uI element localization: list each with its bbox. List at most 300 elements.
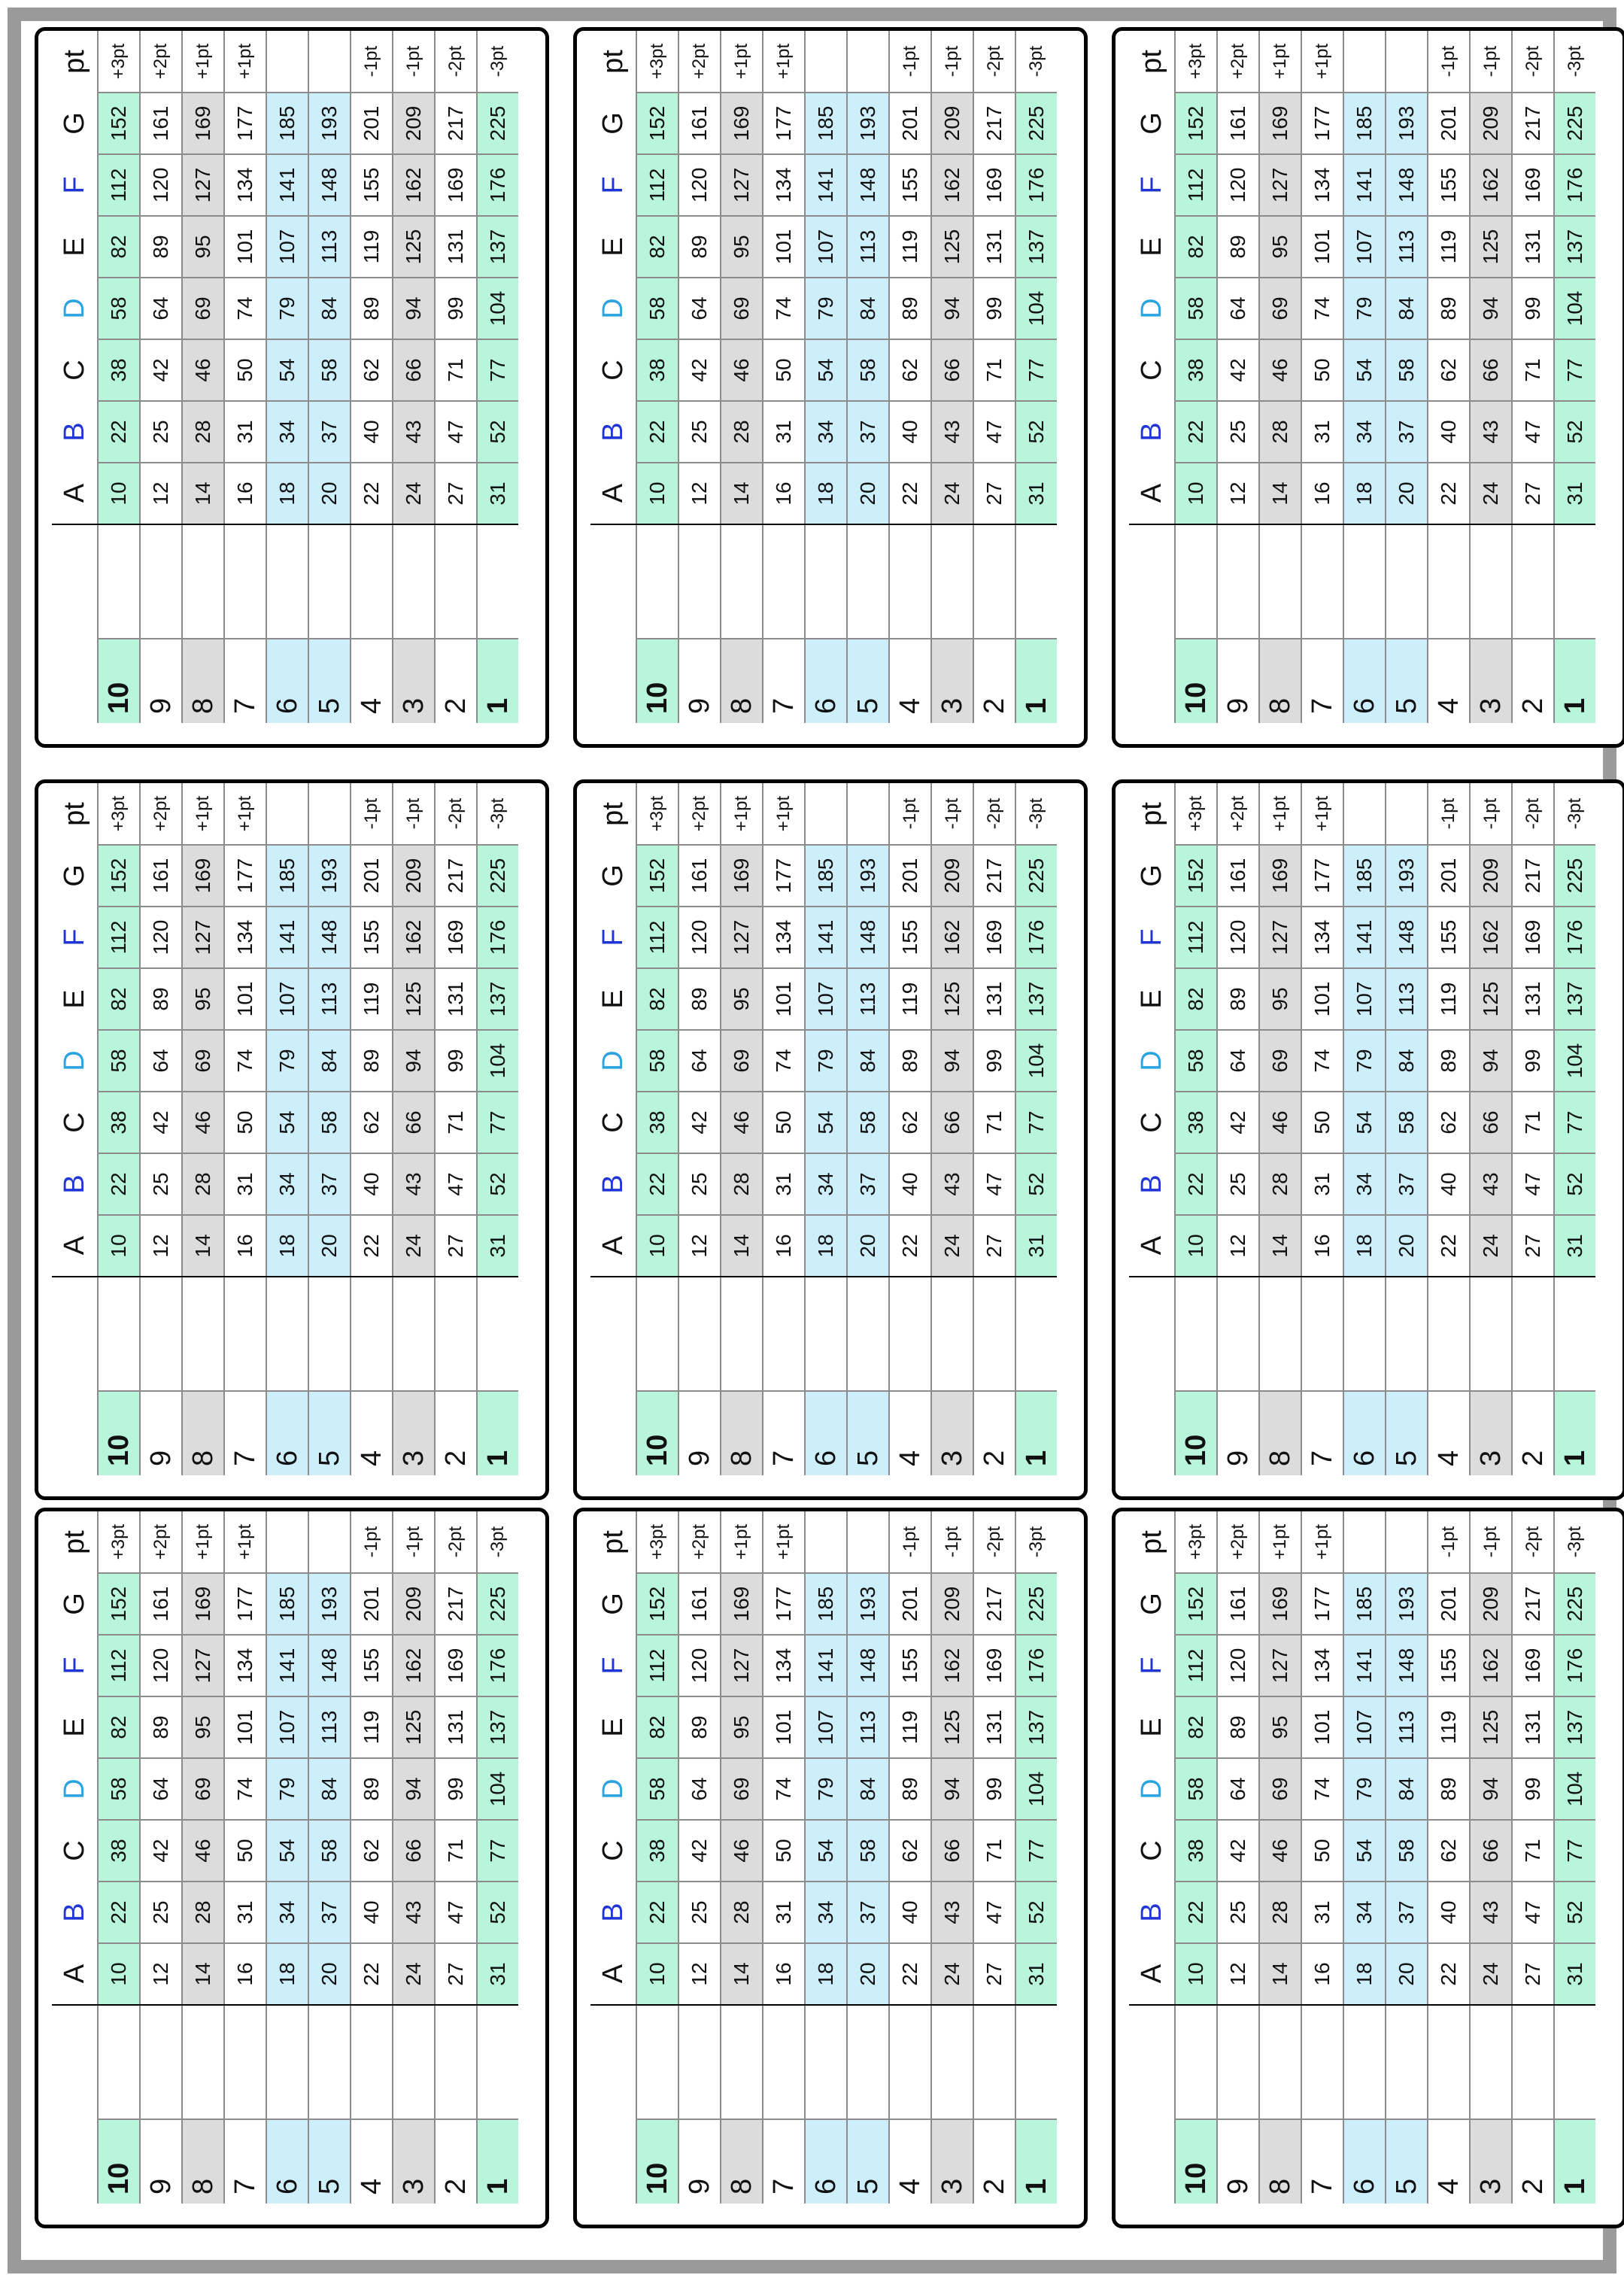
write-in-cell bbox=[721, 2005, 763, 2119]
header-letter: F bbox=[1135, 1657, 1167, 1675]
threshold-value: 10 bbox=[1175, 1215, 1217, 1277]
threshold-value: 47 bbox=[435, 1882, 477, 1943]
threshold-value: 14 bbox=[182, 463, 224, 524]
point-adjustment: -1pt bbox=[393, 783, 435, 845]
threshold-value: 217 bbox=[973, 93, 1015, 154]
threshold-value: 62 bbox=[1428, 339, 1470, 401]
point-adjustment: -3pt bbox=[1015, 31, 1057, 93]
threshold-value: 38 bbox=[98, 339, 140, 401]
threshold-value: 40 bbox=[1428, 1882, 1470, 1943]
header-letter: F bbox=[596, 1657, 629, 1675]
threshold-value: 101 bbox=[1301, 968, 1343, 1030]
threshold-value: 31 bbox=[1554, 463, 1595, 524]
threshold-value: 31 bbox=[224, 401, 266, 463]
threshold-value: 89 bbox=[889, 278, 931, 339]
threshold-value: 193 bbox=[1386, 1573, 1428, 1635]
threshold-value: 127 bbox=[721, 907, 763, 968]
write-in-cell bbox=[1175, 524, 1217, 639]
write-in-cell bbox=[847, 2005, 889, 2119]
level-row bbox=[1301, 1511, 1343, 2204]
threshold-value: 148 bbox=[1386, 1635, 1428, 1696]
level-number: 3 bbox=[393, 639, 435, 723]
threshold-value: 161 bbox=[678, 93, 721, 154]
threshold-value: 58 bbox=[1175, 1030, 1217, 1092]
score-table bbox=[1129, 1511, 1595, 2204]
point-adjustment: -3pt bbox=[477, 31, 518, 93]
threshold-value: 16 bbox=[1301, 1943, 1343, 2005]
threshold-value: 47 bbox=[435, 1153, 477, 1215]
point-adjustment: +1pt bbox=[1301, 31, 1343, 93]
threshold-value: 58 bbox=[1386, 1092, 1428, 1153]
level-row bbox=[889, 1511, 931, 2204]
threshold-value: 24 bbox=[393, 1215, 435, 1277]
threshold-value: 14 bbox=[721, 463, 763, 524]
score-card-rotated-content bbox=[577, 783, 1076, 1489]
level-number: 2 bbox=[973, 639, 1015, 723]
threshold-value: 104 bbox=[1554, 1758, 1595, 1820]
header-letter: F bbox=[58, 928, 90, 946]
point-adjustment: -2pt bbox=[973, 783, 1015, 845]
threshold-value: 125 bbox=[931, 216, 973, 278]
level-number: 10 bbox=[636, 639, 678, 723]
threshold-value: 141 bbox=[266, 907, 308, 968]
threshold-value: 162 bbox=[931, 1635, 973, 1696]
threshold-value: 25 bbox=[1217, 1882, 1259, 1943]
write-in-cell bbox=[1343, 524, 1386, 639]
threshold-value: 52 bbox=[1015, 1153, 1057, 1215]
write-in-cell bbox=[1015, 2005, 1057, 2119]
point-adjustment: -1pt bbox=[931, 783, 973, 845]
threshold-value: 28 bbox=[1259, 1882, 1301, 1943]
threshold-value: 141 bbox=[805, 1635, 847, 1696]
threshold-value: 131 bbox=[973, 968, 1015, 1030]
threshold-value: 162 bbox=[1470, 154, 1512, 216]
threshold-value: 201 bbox=[889, 845, 931, 907]
threshold-value: 46 bbox=[721, 1820, 763, 1882]
threshold-value: 104 bbox=[477, 278, 518, 339]
threshold-value: 134 bbox=[224, 907, 266, 968]
threshold-value: 31 bbox=[763, 1153, 805, 1215]
threshold-value: 137 bbox=[1554, 968, 1595, 1030]
threshold-value: 225 bbox=[1554, 1573, 1595, 1635]
threshold-value: 107 bbox=[805, 968, 847, 1030]
header-letter: D bbox=[596, 298, 629, 319]
threshold-value: 47 bbox=[1512, 401, 1554, 463]
level-number: 1 bbox=[477, 2119, 518, 2204]
point-adjustment: +3pt bbox=[636, 1511, 678, 1573]
threshold-value: 31 bbox=[1301, 1882, 1343, 1943]
threshold-value: 38 bbox=[1175, 1092, 1217, 1153]
threshold-value: 14 bbox=[1259, 463, 1301, 524]
write-in-cell bbox=[763, 1277, 805, 1391]
threshold-value: 40 bbox=[1428, 1153, 1470, 1215]
threshold-value: 193 bbox=[1386, 93, 1428, 154]
header-letter: A bbox=[1129, 1943, 1175, 2005]
threshold-value: 42 bbox=[678, 1820, 721, 1882]
header-letter: A bbox=[1129, 463, 1175, 524]
threshold-value: 185 bbox=[1343, 93, 1386, 154]
threshold-value: 24 bbox=[393, 1943, 435, 2005]
point-adjustment: +1pt bbox=[1301, 783, 1343, 845]
threshold-value: 155 bbox=[889, 154, 931, 216]
threshold-value: 148 bbox=[308, 154, 351, 216]
threshold-value: 69 bbox=[182, 1030, 224, 1092]
threshold-value: 71 bbox=[1512, 1820, 1554, 1882]
header-letter: A bbox=[52, 1943, 98, 2005]
threshold-value: 99 bbox=[1512, 1030, 1554, 1092]
threshold-value: 54 bbox=[805, 1092, 847, 1153]
level-number: 3 bbox=[931, 2119, 973, 2204]
level-row bbox=[847, 783, 889, 1475]
threshold-value: 47 bbox=[1512, 1153, 1554, 1215]
level-number: 6 bbox=[266, 639, 308, 723]
header-letter: G bbox=[596, 112, 629, 135]
threshold-value: 112 bbox=[636, 154, 678, 216]
threshold-value: 101 bbox=[224, 968, 266, 1030]
write-in-cell bbox=[847, 524, 889, 639]
header-letter: E bbox=[58, 1718, 90, 1737]
threshold-value: 119 bbox=[1428, 968, 1470, 1030]
threshold-value: 162 bbox=[931, 154, 973, 216]
write-in-cell bbox=[1428, 524, 1470, 639]
level-number: 9 bbox=[140, 1391, 182, 1475]
level-row bbox=[1217, 1511, 1259, 2204]
threshold-value: 47 bbox=[1512, 1882, 1554, 1943]
threshold-value: 193 bbox=[308, 1573, 351, 1635]
threshold-value: 131 bbox=[1512, 1696, 1554, 1758]
level-number: 8 bbox=[182, 2119, 224, 2204]
header-letter: A bbox=[590, 1943, 636, 2005]
threshold-value: 84 bbox=[1386, 278, 1428, 339]
threshold-value: 42 bbox=[140, 1092, 182, 1153]
threshold-value: 31 bbox=[763, 1882, 805, 1943]
score-card bbox=[35, 1508, 549, 2228]
threshold-value: 161 bbox=[1217, 845, 1259, 907]
header-letter: G bbox=[596, 864, 629, 887]
threshold-value: 169 bbox=[1512, 154, 1554, 216]
threshold-value: 22 bbox=[1175, 401, 1217, 463]
threshold-value: 16 bbox=[224, 1215, 266, 1277]
header-pt-label: pt bbox=[1135, 802, 1167, 826]
header-letter: D bbox=[596, 1050, 629, 1071]
header-blank-spacer bbox=[1129, 2005, 1175, 2119]
threshold-value: 112 bbox=[98, 1635, 140, 1696]
threshold-value: 162 bbox=[1470, 1635, 1512, 1696]
threshold-value: 82 bbox=[636, 968, 678, 1030]
threshold-value: 120 bbox=[1217, 154, 1259, 216]
level-number: 3 bbox=[393, 1391, 435, 1475]
threshold-value: 141 bbox=[1343, 154, 1386, 216]
header-letter: D bbox=[1135, 1050, 1167, 1071]
threshold-value: 24 bbox=[931, 1215, 973, 1277]
threshold-value: 77 bbox=[477, 1092, 518, 1153]
header-row bbox=[590, 1511, 636, 2204]
threshold-value: 177 bbox=[1301, 1573, 1343, 1635]
threshold-value: 31 bbox=[1301, 401, 1343, 463]
threshold-value: 58 bbox=[98, 278, 140, 339]
point-adjustment: +1pt bbox=[763, 31, 805, 93]
threshold-value: 104 bbox=[477, 1030, 518, 1092]
threshold-value: 31 bbox=[1015, 1943, 1057, 2005]
threshold-value: 112 bbox=[636, 1635, 678, 1696]
point-adjustment: -3pt bbox=[1015, 1511, 1057, 1573]
write-in-cell bbox=[678, 2005, 721, 2119]
level-row bbox=[805, 783, 847, 1475]
header-letter: G bbox=[58, 112, 90, 135]
write-in-cell bbox=[266, 2005, 308, 2119]
point-adjustment: +2pt bbox=[678, 31, 721, 93]
threshold-value: 58 bbox=[1386, 1820, 1428, 1882]
header-pt-label: pt bbox=[596, 802, 629, 826]
level-row bbox=[1428, 31, 1470, 723]
threshold-value: 177 bbox=[224, 93, 266, 154]
threshold-value: 42 bbox=[678, 339, 721, 401]
score-card-rotated-content bbox=[577, 1511, 1076, 2217]
write-in-cell bbox=[1512, 524, 1554, 639]
threshold-value: 152 bbox=[636, 845, 678, 907]
threshold-value: 209 bbox=[931, 845, 973, 907]
threshold-value: 31 bbox=[224, 1153, 266, 1215]
threshold-value: 119 bbox=[351, 216, 393, 278]
write-in-cell bbox=[1301, 524, 1343, 639]
level-row bbox=[931, 1511, 973, 2204]
threshold-value: 77 bbox=[477, 1820, 518, 1882]
write-in-cell bbox=[1428, 1277, 1470, 1391]
threshold-value: 64 bbox=[678, 1758, 721, 1820]
threshold-value: 31 bbox=[763, 401, 805, 463]
level-row bbox=[1554, 783, 1595, 1475]
threshold-value: 31 bbox=[1301, 1153, 1343, 1215]
point-adjustment: +2pt bbox=[678, 783, 721, 845]
write-in-cell bbox=[678, 524, 721, 639]
threshold-value: 127 bbox=[721, 1635, 763, 1696]
point-adjustment: -1pt bbox=[1428, 783, 1470, 845]
level-number: 5 bbox=[308, 639, 351, 723]
score-card bbox=[1112, 779, 1624, 1500]
score-card bbox=[1112, 1508, 1624, 2228]
header-letter: G bbox=[58, 1593, 90, 1615]
threshold-value: 16 bbox=[763, 1943, 805, 2005]
threshold-value: 185 bbox=[266, 1573, 308, 1635]
threshold-value: 25 bbox=[678, 401, 721, 463]
threshold-value: 28 bbox=[182, 1153, 224, 1215]
threshold-value: 12 bbox=[140, 1215, 182, 1277]
threshold-value: 27 bbox=[435, 1215, 477, 1277]
threshold-value: 58 bbox=[308, 339, 351, 401]
header-letter: E bbox=[596, 989, 629, 1009]
threshold-value: 38 bbox=[1175, 339, 1217, 401]
level-row bbox=[140, 31, 182, 723]
threshold-value: 89 bbox=[1217, 1696, 1259, 1758]
level-row bbox=[1015, 783, 1057, 1475]
threshold-value: 50 bbox=[763, 1092, 805, 1153]
threshold-value: 25 bbox=[140, 401, 182, 463]
point-adjustment bbox=[847, 783, 889, 845]
threshold-value: 40 bbox=[889, 1882, 931, 1943]
threshold-value: 62 bbox=[889, 339, 931, 401]
threshold-value: 112 bbox=[1175, 907, 1217, 968]
level-number: 9 bbox=[678, 1391, 721, 1475]
point-adjustment: -1pt bbox=[931, 31, 973, 93]
threshold-value: 20 bbox=[1386, 1943, 1428, 2005]
threshold-value: 54 bbox=[266, 339, 308, 401]
threshold-value: 58 bbox=[847, 1820, 889, 1882]
level-row bbox=[1512, 1511, 1554, 2204]
threshold-value: 71 bbox=[435, 339, 477, 401]
threshold-value: 95 bbox=[182, 1696, 224, 1758]
threshold-value: 89 bbox=[351, 278, 393, 339]
threshold-value: 148 bbox=[847, 154, 889, 216]
threshold-value: 217 bbox=[435, 845, 477, 907]
threshold-value: 119 bbox=[351, 1696, 393, 1758]
threshold-value: 37 bbox=[308, 1882, 351, 1943]
threshold-value: 101 bbox=[1301, 216, 1343, 278]
threshold-value: 176 bbox=[1554, 1635, 1595, 1696]
level-number: 6 bbox=[1343, 1391, 1386, 1475]
threshold-value: 28 bbox=[721, 1882, 763, 1943]
threshold-value: 177 bbox=[1301, 93, 1343, 154]
threshold-value: 94 bbox=[1470, 1758, 1512, 1820]
threshold-value: 62 bbox=[351, 339, 393, 401]
point-adjustment: -1pt bbox=[351, 31, 393, 93]
threshold-value: 62 bbox=[1428, 1092, 1470, 1153]
header-pt-label: pt bbox=[1135, 50, 1167, 74]
threshold-value: 89 bbox=[889, 1758, 931, 1820]
level-row bbox=[308, 1511, 351, 2204]
threshold-value: 161 bbox=[140, 93, 182, 154]
level-row bbox=[477, 1511, 518, 2204]
threshold-value: 217 bbox=[1512, 1573, 1554, 1635]
level-row bbox=[477, 31, 518, 723]
level-number: 6 bbox=[266, 1391, 308, 1475]
level-row bbox=[973, 1511, 1015, 2204]
threshold-value: 185 bbox=[1343, 845, 1386, 907]
level-row bbox=[1259, 1511, 1301, 2204]
threshold-value: 18 bbox=[805, 1943, 847, 2005]
level-row bbox=[308, 31, 351, 723]
threshold-value: 131 bbox=[973, 216, 1015, 278]
write-in-cell bbox=[140, 2005, 182, 2119]
threshold-value: 52 bbox=[1015, 401, 1057, 463]
threshold-value: 69 bbox=[721, 278, 763, 339]
point-adjustment: +3pt bbox=[636, 31, 678, 93]
threshold-value: 169 bbox=[1259, 93, 1301, 154]
point-adjustment: -1pt bbox=[393, 31, 435, 93]
threshold-value: 169 bbox=[435, 1635, 477, 1696]
header-level-spacer bbox=[590, 2119, 636, 2204]
point-adjustment: -2pt bbox=[973, 31, 1015, 93]
threshold-value: 84 bbox=[1386, 1758, 1428, 1820]
header-letter: B bbox=[1135, 422, 1167, 442]
point-adjustment: -1pt bbox=[931, 1511, 973, 1573]
threshold-value: 12 bbox=[678, 1215, 721, 1277]
threshold-value: 155 bbox=[351, 1635, 393, 1696]
threshold-value: 52 bbox=[1015, 1882, 1057, 1943]
point-adjustment: -1pt bbox=[1470, 31, 1512, 93]
threshold-value: 176 bbox=[1015, 1635, 1057, 1696]
threshold-value: 24 bbox=[931, 1943, 973, 2005]
threshold-value: 42 bbox=[1217, 1820, 1259, 1882]
threshold-value: 38 bbox=[636, 339, 678, 401]
threshold-value: 34 bbox=[805, 1882, 847, 1943]
threshold-value: 22 bbox=[98, 401, 140, 463]
threshold-value: 152 bbox=[1175, 93, 1217, 154]
header-letter: G bbox=[1135, 1593, 1167, 1615]
threshold-value: 34 bbox=[1343, 1153, 1386, 1215]
header-letter: D bbox=[58, 1778, 90, 1800]
threshold-value: 84 bbox=[308, 1030, 351, 1092]
write-in-cell bbox=[1175, 1277, 1217, 1391]
threshold-value: 177 bbox=[763, 93, 805, 154]
threshold-value: 112 bbox=[98, 154, 140, 216]
level-number: 6 bbox=[805, 639, 847, 723]
threshold-value: 127 bbox=[182, 1635, 224, 1696]
level-number: 8 bbox=[1259, 1391, 1301, 1475]
level-number: 7 bbox=[763, 2119, 805, 2204]
threshold-value: 107 bbox=[1343, 968, 1386, 1030]
header-letter: F bbox=[58, 176, 90, 194]
threshold-value: 14 bbox=[721, 1215, 763, 1277]
level-number: 1 bbox=[477, 639, 518, 723]
point-adjustment: -1pt bbox=[393, 1511, 435, 1573]
threshold-value: 74 bbox=[763, 278, 805, 339]
header-letter: E bbox=[58, 989, 90, 1009]
threshold-value: 54 bbox=[266, 1820, 308, 1882]
threshold-value: 16 bbox=[763, 463, 805, 524]
threshold-value: 185 bbox=[1343, 1573, 1386, 1635]
threshold-value: 137 bbox=[477, 216, 518, 278]
threshold-value: 113 bbox=[308, 216, 351, 278]
header-letter: F bbox=[58, 1657, 90, 1675]
header-letter: B bbox=[596, 1903, 629, 1922]
level-row bbox=[1554, 31, 1595, 723]
threshold-value: 64 bbox=[140, 1758, 182, 1820]
threshold-value: 82 bbox=[636, 216, 678, 278]
threshold-value: 176 bbox=[1015, 154, 1057, 216]
threshold-value: 18 bbox=[266, 1943, 308, 2005]
threshold-value: 66 bbox=[393, 339, 435, 401]
threshold-value: 22 bbox=[1428, 1215, 1470, 1277]
point-adjustment: +1pt bbox=[763, 783, 805, 845]
threshold-value: 24 bbox=[1470, 1215, 1512, 1277]
threshold-value: 31 bbox=[477, 1943, 518, 2005]
threshold-value: 152 bbox=[98, 93, 140, 154]
threshold-value: 82 bbox=[98, 216, 140, 278]
threshold-value: 74 bbox=[763, 1758, 805, 1820]
threshold-value: 161 bbox=[140, 845, 182, 907]
threshold-value: 54 bbox=[1343, 1092, 1386, 1153]
threshold-value: 89 bbox=[678, 1696, 721, 1758]
header-letter: D bbox=[58, 298, 90, 319]
level-number: 4 bbox=[351, 639, 393, 723]
level-number: 9 bbox=[140, 2119, 182, 2204]
threshold-value: 119 bbox=[889, 216, 931, 278]
header-pt-label: pt bbox=[58, 50, 90, 74]
threshold-value: 71 bbox=[973, 339, 1015, 401]
threshold-value: 22 bbox=[636, 1153, 678, 1215]
threshold-value: 52 bbox=[1554, 1153, 1595, 1215]
threshold-value: 125 bbox=[1470, 968, 1512, 1030]
level-row bbox=[847, 1511, 889, 2204]
threshold-value: 134 bbox=[763, 154, 805, 216]
threshold-value: 62 bbox=[889, 1092, 931, 1153]
level-number: 3 bbox=[931, 1391, 973, 1475]
write-in-cell bbox=[224, 1277, 266, 1391]
threshold-value: 185 bbox=[805, 93, 847, 154]
threshold-value: 161 bbox=[678, 845, 721, 907]
threshold-value: 12 bbox=[1217, 1215, 1259, 1277]
threshold-value: 22 bbox=[636, 401, 678, 463]
